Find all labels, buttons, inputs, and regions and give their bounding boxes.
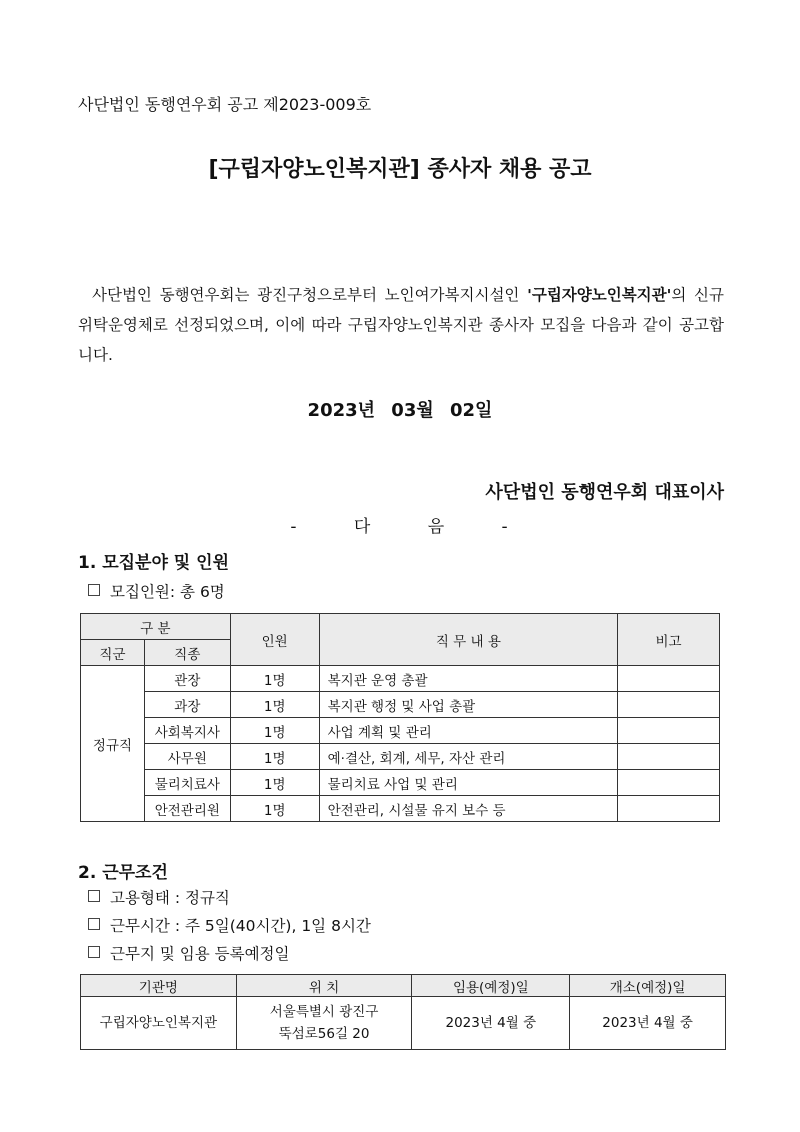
type-cell: 사회복지사 xyxy=(144,718,230,744)
note-cell xyxy=(618,770,720,796)
dum-char-2: 음 xyxy=(427,517,447,537)
section2-bullet-3 xyxy=(88,942,290,964)
location-line-2: 뚝섬로56길 20 xyxy=(278,1026,370,1042)
intro-text-part2: 의 신규 위탁운영체로 선정되었으며, 이에 따라 구립자양노인복지관 종사자 모집을 다음과 같이 공고합니다. xyxy=(78,286,724,364)
type-cell: 관장 xyxy=(144,666,230,692)
header-group: 직군 xyxy=(81,640,145,666)
page-title: [구립자양노인복지관] 종사자 채용 공고 xyxy=(208,157,592,182)
table-row xyxy=(81,770,720,796)
duty-cell: 복지관 운영 총괄 xyxy=(319,666,618,692)
note-cell xyxy=(618,666,720,692)
count-cell: 1명 xyxy=(230,770,319,796)
section2-bullet-2 xyxy=(88,914,371,936)
header-type: 직종 xyxy=(144,640,230,666)
type-cell: 과장 xyxy=(144,692,230,718)
table-row xyxy=(81,666,720,692)
duty-cell: 물리치료 사업 및 관리 xyxy=(319,770,618,796)
header-division: 구 분 xyxy=(81,614,231,640)
header-facility: 기관명 xyxy=(81,975,237,997)
note-cell xyxy=(618,744,720,770)
notice-date: 2023년 03월 02일 xyxy=(307,400,493,421)
type-cell: 안전관리원 xyxy=(144,796,230,822)
note-cell xyxy=(618,796,720,822)
header-open-date: 개소(예정)일 xyxy=(570,975,726,997)
work-hours-text: 근무시간 : 주 5일(40시간), 1일 8시간 xyxy=(110,917,371,935)
count-cell: 1명 xyxy=(230,744,319,770)
section1-bullet xyxy=(88,580,225,602)
section2-bullet-1 xyxy=(88,886,230,908)
table-row xyxy=(81,997,726,1050)
count-cell: 1명 xyxy=(230,666,319,692)
checkbox-icon xyxy=(88,918,100,930)
table-row xyxy=(81,796,720,822)
dum-char-1: 다 xyxy=(353,517,373,537)
header-appoint-date: 임용(예정)일 xyxy=(412,975,570,997)
recruit-count-text: 모집인원: 총 6명 xyxy=(110,583,225,601)
dum-dash-left: - xyxy=(290,517,299,537)
type-cell: 물리치료사 xyxy=(144,770,230,796)
group-cell: 정규직 xyxy=(81,666,145,822)
section1-heading: 1. 모집분야 및 인원 xyxy=(78,553,229,573)
location-line-1: 서울특별시 광진구 xyxy=(269,1004,379,1020)
section2-heading: 2. 근무조건 xyxy=(78,863,168,883)
appoint-date-cell: 2023년 4월 중 xyxy=(412,997,570,1050)
notice-number: 사단법인 동행연우회 공고 제2023-009호 xyxy=(78,95,372,114)
checkbox-icon xyxy=(88,946,100,958)
location-cell xyxy=(236,997,412,1050)
note-cell xyxy=(618,692,720,718)
intro-facility-name: '구립자양노인복지관' xyxy=(527,286,672,304)
count-cell: 1명 xyxy=(230,718,319,744)
dum-dash-right: - xyxy=(501,517,510,537)
open-date-cell: 2023년 4월 중 xyxy=(570,997,726,1050)
duty-cell: 사업 계획 및 관리 xyxy=(319,718,618,744)
employment-type-text: 고용형태 : 정규직 xyxy=(110,889,230,907)
table-row xyxy=(81,692,720,718)
duty-cell: 복지관 행정 및 사업 총괄 xyxy=(319,692,618,718)
recruitment-table xyxy=(80,613,720,822)
header-count: 인원 xyxy=(230,614,319,666)
duty-cell: 안전관리, 시설물 유지 보수 등 xyxy=(319,796,618,822)
checkbox-icon xyxy=(88,584,100,596)
dum-separator xyxy=(0,512,800,537)
note-cell xyxy=(618,718,720,744)
signature: 사단법인 동행연우회 대표이사 xyxy=(485,482,724,503)
type-cell: 사무원 xyxy=(144,744,230,770)
count-cell: 1명 xyxy=(230,692,319,718)
count-cell: 1명 xyxy=(230,796,319,822)
table-row xyxy=(81,744,720,770)
header-duty: 직 무 내 용 xyxy=(319,614,618,666)
duty-cell: 예·결산, 회계, 세무, 자산 관리 xyxy=(319,744,618,770)
table-row xyxy=(81,718,720,744)
intro-text-part1: 사단법인 동행연우회는 광진구청으로부터 노인여가복지시설인 xyxy=(92,286,528,304)
header-location: 위 치 xyxy=(236,975,412,997)
workplace-table xyxy=(80,974,726,1050)
intro-paragraph xyxy=(78,280,724,370)
facility-cell: 구립자양노인복지관 xyxy=(81,997,237,1050)
workplace-text: 근무지 및 임용 등록예정일 xyxy=(110,945,290,963)
header-note: 비고 xyxy=(618,614,720,666)
checkbox-icon xyxy=(88,890,100,902)
